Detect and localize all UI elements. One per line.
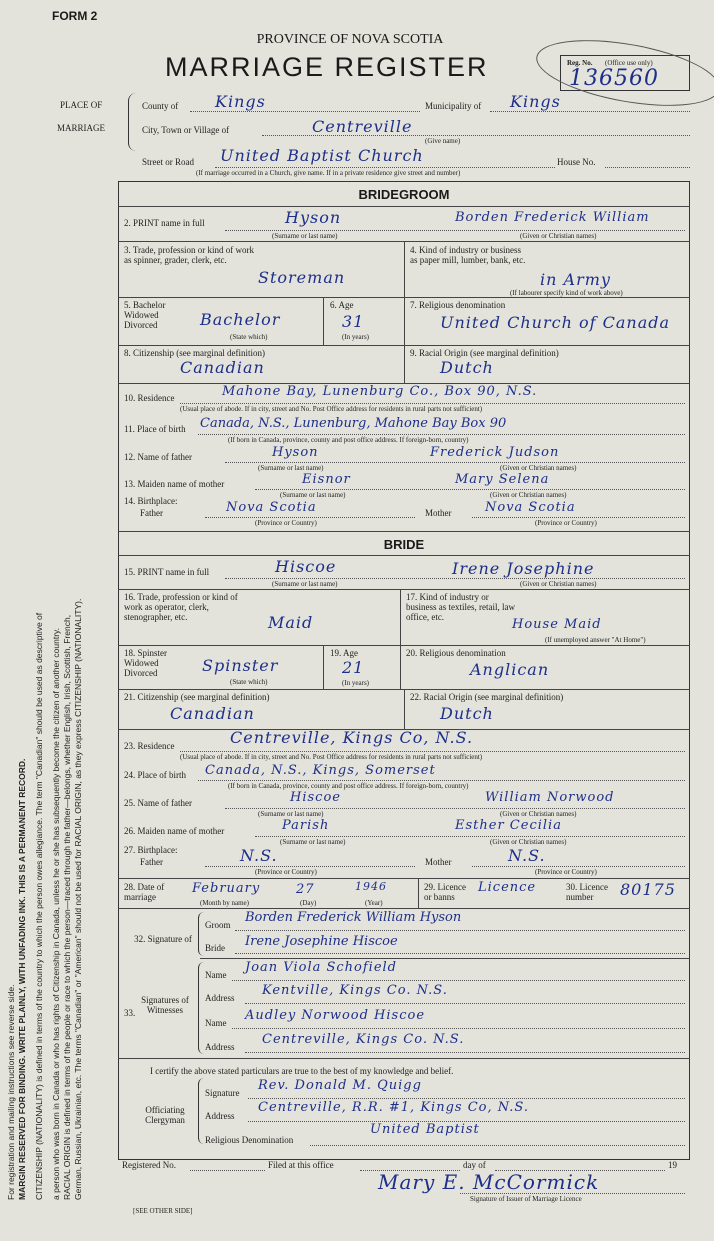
groom-given: Borden Frederick William — [455, 210, 650, 225]
groom-sig-label: Groom — [205, 920, 231, 930]
q17-note: (If unemployed answer "At Home") — [545, 636, 646, 644]
page-title: MARRIAGE REGISTER — [165, 52, 489, 82]
groom-mother-surname: Eisnor — [302, 472, 351, 487]
bfather-surname-cap: (Surname or last name) — [258, 810, 324, 818]
q26-label: 26. Maiden name of mother — [124, 826, 225, 836]
month-cap: (Month by name) — [200, 899, 249, 907]
q24-note: (If born in Canada, province, county and post office address. If foreign-born, country) — [228, 782, 469, 790]
bfather-given-cap: (Given or Christian names) — [500, 810, 577, 818]
q10-label: 10. Residence — [124, 393, 175, 403]
q18-label: 18. Spinster Widowed Divorced — [124, 648, 168, 678]
year-label: 19 — [668, 1160, 677, 1170]
q27-label: 27. Birthplace: — [124, 845, 178, 855]
bride-father-given: William Norwood — [485, 790, 615, 805]
marriage-day: 27 — [296, 882, 315, 897]
groom-father-surname: Hyson — [272, 445, 319, 460]
w2-name: Audley Norwood Hiscoe — [245, 1008, 426, 1023]
groom-trade: Storeman — [258, 268, 346, 287]
registered-label: Registered No. — [122, 1160, 176, 1170]
witness-label: Signatures of Witnesses — [141, 995, 189, 1015]
groom-header: BRIDEGROOM — [358, 187, 450, 202]
margin-line-4: a person who was born in Canada or who has rights of Citizenship in Canada, unless he or she has subsequently become the citizen of another country. — [51, 627, 61, 1200]
father-prov-cap: (Province or Country) — [255, 519, 317, 527]
reg-value: 136560 — [569, 66, 659, 91]
q14-label: 14. Birthplace: — [124, 496, 178, 506]
clergy-sig-label: Signature — [205, 1088, 240, 1098]
q33-label: 33. — [124, 1008, 136, 1018]
q4-note: (If labourer specify kind of work above) — [510, 289, 623, 297]
groom-state-which: (State which) — [230, 333, 268, 341]
q2-label: 2. PRINT name in full — [124, 218, 205, 228]
bride-sig-label: Bride — [205, 943, 225, 953]
q10-note: (Usual place of abode. If in city, street and No. Post Office address for residents in rural parts not sufficient) — [180, 405, 483, 413]
see-other-side: [SEE OTHER SIDE] — [133, 1207, 193, 1215]
bmother-given-cap: (Given or Christian names) — [490, 838, 567, 846]
q20-label: 20. Religious denomination — [406, 648, 506, 658]
bride-signature: Irene Josephine Hiscoe — [245, 934, 398, 949]
q14-father: Father — [140, 508, 163, 518]
bride-age: 21 — [342, 658, 365, 677]
day-of-label: day of — [463, 1160, 486, 1170]
officiating-label: Officiating Clergyman — [145, 1105, 185, 1125]
bride-industry: House Maid — [512, 617, 602, 632]
q15-label: 15. PRINT name in full — [124, 567, 210, 577]
groom-racial: Dutch — [440, 358, 494, 377]
bride-residence: Centreville, Kings Co, N.S. — [230, 728, 474, 747]
q30-label: 30. Licence number — [566, 882, 608, 902]
w1-name-label: Name — [205, 970, 227, 980]
bride-given: Irene Josephine — [452, 559, 595, 578]
house-label: House No. — [557, 157, 596, 167]
margin-line-6: German, Russian, Ukrainian, etc. The terms "Canadian" or "American" should not be used for RACIAL ORIGIN, as they express CITIZENSHIP (NATIONALITY). — [73, 598, 83, 1200]
brace — [128, 93, 137, 151]
bfather-prov-cap: (Province or Country) — [255, 868, 317, 876]
clergy-signature: Rev. Donald M. Quigg — [258, 1078, 422, 1093]
groom-father-bp: Nova Scotia — [226, 500, 317, 515]
bride-religion: Anglican — [470, 660, 550, 679]
reg-label: Reg. No. — [567, 59, 593, 67]
province-heading: PROVINCE OF NOVA SCOTIA — [256, 32, 444, 47]
clergy-relig-label: Religious Denomination — [205, 1135, 294, 1145]
q16-label: 16. Trade, profession or kind of work as operator, clerk, stenographer, etc. — [124, 592, 238, 622]
marriage-month: February — [192, 881, 261, 896]
w2-name-label: Name — [205, 1018, 227, 1028]
mother-surname-cap: (Surname or last name) — [280, 491, 346, 499]
bride-father-surname: Hiscoe — [290, 790, 341, 805]
father-given-cap: (Given or Christian names) — [500, 464, 577, 472]
q27-father: Father — [140, 857, 163, 867]
place-note: (If marriage occurred in a Church, give name. If in a private residence give street and number) — [196, 169, 461, 177]
city-value: Centreville — [312, 117, 413, 136]
groom-industry: in Army — [540, 270, 611, 289]
certify-text: I certify the above stated particulars are true to the best of my knowledge and belief. — [150, 1066, 454, 1076]
clergy-addr-label: Address — [205, 1111, 235, 1121]
q4-label: 4. Kind of industry or business as paper mill, lumber, bank, etc. — [410, 245, 526, 265]
q11-note: (If born in Canada, province, county and post office address. If foreign-born, country) — [228, 436, 469, 444]
q21-label: 21. Citizenship (see marginal definition) — [124, 692, 270, 702]
reg-note: (Office use only) — [605, 59, 653, 67]
q11-label: 11. Place of birth — [124, 424, 186, 434]
q27-mother: Mother — [425, 857, 452, 867]
w1-addr-label: Address — [205, 993, 235, 1003]
bride-trade: Maid — [268, 613, 314, 632]
municipality-label: Municipality of — [425, 101, 482, 111]
bride-birthplace: Canada, N.S., Kings, Somerset — [205, 763, 436, 778]
groom-religion: United Church of Canada — [440, 313, 671, 332]
bride-surname: Hiscoe — [275, 557, 337, 576]
licence-banns: Licence — [478, 880, 537, 895]
q7-label: 7. Religious denomination — [410, 300, 506, 310]
marriage-year: 1946 — [355, 880, 387, 893]
w1-name: Joan Viola Schofield — [245, 960, 398, 975]
place-of-label: PLACE OF — [60, 100, 103, 110]
bmother-prov-cap: (Province or Country) — [535, 868, 597, 876]
municipality-value: Kings — [510, 92, 561, 111]
q6-label: 6. Age — [330, 300, 354, 310]
q14-mother: Mother — [425, 508, 452, 518]
bride-father-bp: N.S. — [240, 846, 278, 865]
mother-given-cap: (Given or Christian names) — [490, 491, 567, 499]
q28-label: 28. Date of marriage — [124, 882, 165, 902]
w1-address: Kentville, Kings Co. N.S. — [262, 983, 448, 998]
q13-label: 13. Maiden name of mother — [124, 479, 225, 489]
groom-father-given: Frederick Judson — [430, 445, 560, 460]
clergy-religion: United Baptist — [370, 1122, 480, 1137]
q25-label: 25. Name of father — [124, 798, 192, 808]
q32-label: 32. Signature of — [134, 934, 192, 944]
bride-racial: Dutch — [440, 704, 494, 723]
q23-label: 23. Residence — [124, 741, 175, 751]
bride-citizenship: Canadian — [170, 704, 255, 723]
filed-label: Filed at this office — [268, 1160, 334, 1170]
groom-in-years: (In years) — [342, 333, 370, 341]
q23-note: (Usual place of abode. If in city, street and No. Post Office address for residents in rural parts not sufficient) — [180, 753, 483, 761]
county-value: Kings — [215, 92, 266, 111]
q9-label: 9. Racial Origin (see marginal definition) — [410, 348, 559, 358]
groom-mother-given: Mary Selena — [455, 472, 550, 487]
bride-mother-bp: N.S. — [508, 846, 546, 865]
licence-number: 80175 — [620, 880, 676, 899]
bride-mother-given: Esther Cecilia — [455, 818, 562, 833]
groom-citizenship: Canadian — [180, 358, 265, 377]
groom-signature: Borden Frederick William Hyson — [245, 910, 462, 925]
bride-state-which: (State which) — [230, 678, 268, 686]
q19-label: 19. Age — [330, 648, 358, 658]
form-number: FORM 2 — [52, 9, 98, 23]
margin-instructions — [6, 560, 84, 1200]
groom-status: Bachelor — [200, 310, 281, 329]
groom-surname: Hyson — [285, 208, 342, 227]
give-name-caption: (Give name) — [425, 137, 461, 145]
w2-addr-label: Address — [205, 1042, 235, 1052]
margin-line-1: For registration and mailing instructions see reverse side. — [6, 984, 16, 1200]
q29-label: 29. Licence or banns — [424, 882, 466, 902]
county-label: County of — [142, 101, 179, 111]
groom-given-cap: (Given or Christian names) — [520, 232, 597, 240]
clergy-address: Centreville, R.R. #1, Kings Co, N.S. — [258, 1100, 529, 1115]
marriage-label: MARRIAGE — [57, 123, 106, 133]
issuer-caption: Signature of Issuer of Marriage Licence — [470, 1195, 582, 1203]
bride-mother-surname: Parish — [282, 818, 330, 833]
bride-surname-cap: (Surname or last name) — [272, 580, 338, 588]
w2-address: Centreville, Kings Co. N.S. — [262, 1032, 465, 1047]
q8-label: 8. Citizenship (see marginal definition) — [124, 348, 266, 358]
groom-birthplace: Canada, N.S., Lunenburg, Mahone Bay Box 90 — [200, 416, 507, 431]
margin-line-3: CITIZENSHIP (NATIONALITY) is defined in terms of the country to which the person owes allegiance. The term "Canadian" should be used as descriptive of — [34, 612, 44, 1200]
street-value: United Baptist Church — [220, 146, 424, 165]
q22-label: 22. Racial Origin (see marginal definition) — [410, 692, 564, 702]
q3-label: 3. Trade, profession or kind of work as spinner, grader, clerk, etc. — [124, 245, 254, 265]
q17-label: 17. Kind of industry or business as textiles, retail, law office, etc. — [406, 592, 515, 622]
margin-line-2: MARGIN RESERVED FOR BINDING. WRITE PLAINLY, WITH UNFADING INK. THIS IS A PERMANENT RECORD. — [17, 758, 27, 1200]
bmother-surname-cap: (Surname or last name) — [280, 838, 346, 846]
bride-in-years: (In years) — [342, 679, 370, 687]
year-cap: (Year) — [365, 899, 383, 907]
groom-surname-cap: (Surname or last name) — [272, 232, 338, 240]
bride-status: Spinster — [202, 656, 279, 675]
street-label: Street or Road — [142, 157, 194, 167]
margin-line-5: RACIAL ORIGIN is defined in terms of the people or race to which the person—traced through the father—belongs, whether English, Irish, Scottish, French, — [62, 614, 72, 1200]
q24-label: 24. Place of birth — [124, 770, 186, 780]
q12-label: 12. Name of father — [124, 452, 192, 462]
day-cap: (Day) — [300, 899, 317, 907]
q5-label: 5. Bachelor Widowed Divorced — [124, 300, 166, 330]
mother-prov-cap: (Province or Country) — [535, 519, 597, 527]
bride-header: BRIDE — [383, 537, 425, 552]
groom-residence: Mahone Bay, Lunenburg Co., Box 90, N.S. — [222, 384, 538, 399]
groom-mother-bp: Nova Scotia — [485, 500, 576, 515]
bride-given-cap: (Given or Christian names) — [520, 580, 597, 588]
father-surname-cap: (Surname or last name) — [258, 464, 324, 472]
city-label: City, Town or Village of — [142, 125, 230, 135]
groom-age: 31 — [342, 312, 365, 331]
issuer-signature: Mary E. McCormick — [378, 1170, 600, 1194]
